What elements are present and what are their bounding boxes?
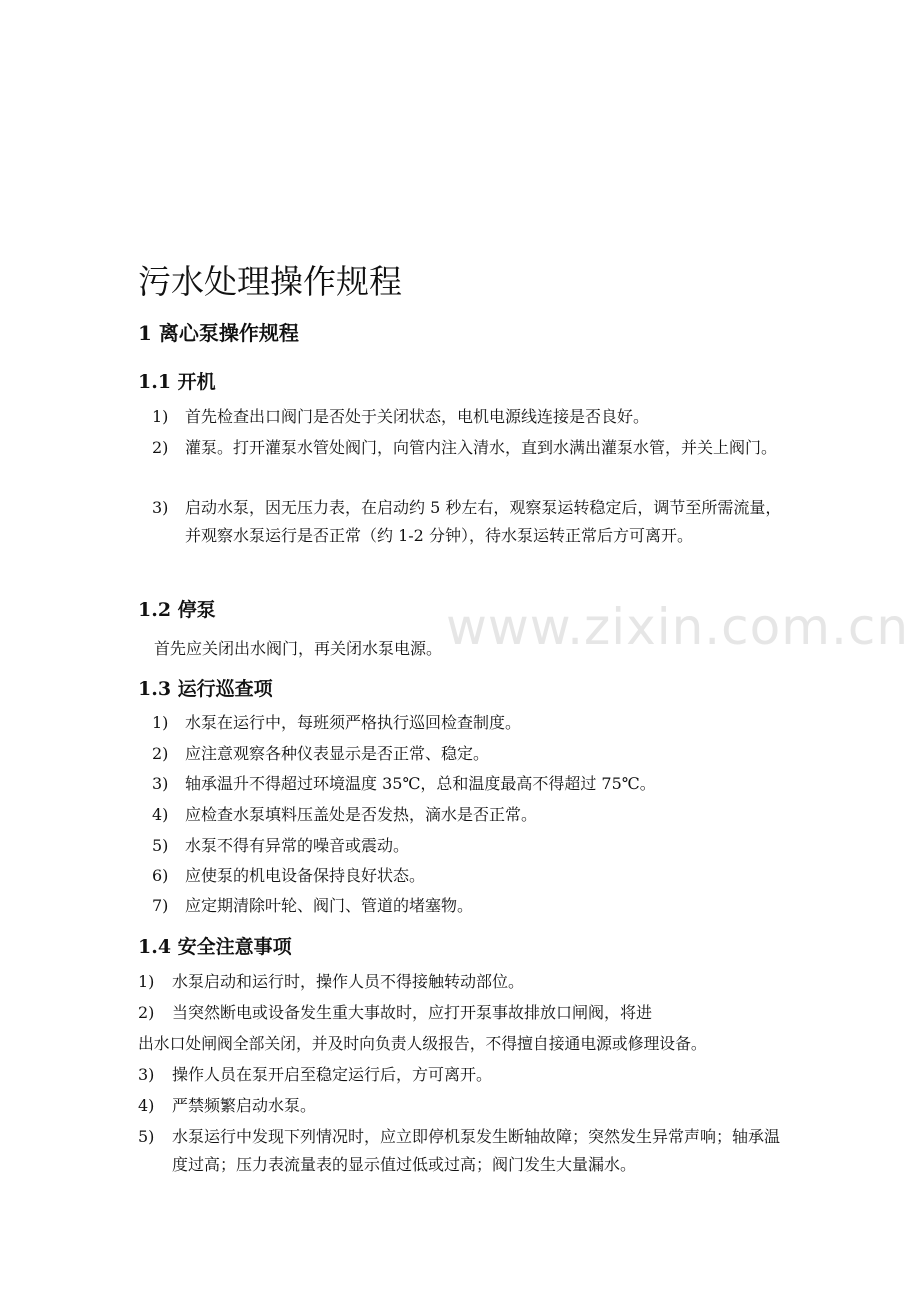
list-number: 1)	[152, 713, 169, 732]
list-number: 1)	[152, 407, 169, 426]
list-text: 轴承温升不得超过环境温度 35℃，总和温度最高不得超过 75℃。	[185, 774, 656, 793]
list-item	[152, 832, 792, 860]
list-item	[152, 434, 792, 490]
list-item	[152, 709, 792, 737]
document-title: 污水处理操作规程	[138, 262, 402, 301]
list-text: 首先检查出口阀门是否处于关闭状态，电机电源线连接是否良好。	[185, 407, 650, 426]
list-text: 严禁频繁启动水泵。	[172, 1096, 317, 1115]
list-number: 2)	[152, 438, 169, 457]
list-item	[152, 770, 792, 798]
list-number: 3)	[152, 498, 169, 517]
list-text: 水泵运行中发现下列情况时，应立即停机泵发生断轴故障；突然发生异常声响；轴承温度过高；压力表流量表的显示值过低或过高；阀门发生大量漏水。	[172, 1127, 781, 1174]
list-item	[138, 1061, 793, 1089]
list-item	[138, 968, 793, 996]
list-text: 水泵在运行中，每班须严格执行巡回检查制度。	[185, 713, 522, 732]
list-text: 应使泵的机电设备保持良好状态。	[185, 866, 426, 885]
section-heading-1-3: 1.3 运行巡查项	[138, 678, 273, 700]
list-number: 3)	[152, 774, 169, 793]
list-item-continuation	[138, 1030, 793, 1058]
list-number: 2)	[152, 744, 169, 763]
watermark: www.zixin.com.cn	[446, 598, 910, 656]
list-number: 1)	[138, 972, 155, 991]
list-text: 应定期清除叶轮、阀门、管道的堵塞物。	[185, 896, 474, 915]
section-heading-1-1: 1.1 开机	[138, 371, 216, 393]
list-text: 水泵启动和运行时，操作人员不得接触转动部位。	[172, 972, 525, 991]
section-heading-1-4: 1.4 安全注意事项	[138, 936, 292, 958]
section-heading-1: 1 离心泵操作规程	[138, 321, 299, 345]
list-text: 当突然断电或设备发生重大事故时，应打开泵事故排放口闸阀，将进	[172, 1003, 653, 1022]
list-text: 启动水泵，因无压力表，在启动约 5 秒左右，观察泵运转稳定后，调节至所需流量，并观察水泵运行是否正常（约 1-2 分钟），待水泵运转正常后方可离开。	[185, 498, 782, 545]
list-text: 出水口处闸阀全部关闭，并及时向负责人级报告，不得擅自接通电源或修理设备。	[138, 1034, 707, 1053]
list-number: 3)	[138, 1065, 155, 1084]
list-text: 应注意观察各种仪表显示是否正常、稳定。	[185, 744, 490, 763]
list-item	[152, 403, 792, 431]
list-item	[152, 494, 792, 578]
list-text: 应检查水泵填料压盖处是否发热，滴水是否正常。	[185, 805, 538, 824]
list-item	[152, 892, 792, 920]
list-number: 5)	[152, 836, 169, 855]
paragraph: 首先应关闭出水阀门，再关闭水泵电源。	[154, 639, 443, 658]
list-item	[138, 999, 793, 1027]
list-number: 6)	[152, 866, 169, 885]
list-text: 操作人员在泵开启至稳定运行后，方可离开。	[172, 1065, 493, 1084]
list-item	[152, 801, 792, 829]
list-item	[138, 1092, 793, 1120]
list-number: 5)	[138, 1127, 155, 1146]
list-number: 2)	[138, 1003, 155, 1022]
list-number: 4)	[152, 805, 169, 824]
section-heading-1-2: 1.2 停泵	[138, 599, 216, 621]
list-number: 7)	[152, 896, 169, 915]
list-item	[138, 1123, 793, 1179]
list-item	[152, 740, 792, 768]
list-item	[152, 862, 792, 890]
list-text: 水泵不得有异常的噪音或震动。	[185, 836, 410, 855]
list-number: 4)	[138, 1096, 155, 1115]
list-text: 灌泵。打开灌泵水管处阀门，向管内注入清水，直到水满出灌泵水管，并关上阀门。	[185, 438, 778, 457]
